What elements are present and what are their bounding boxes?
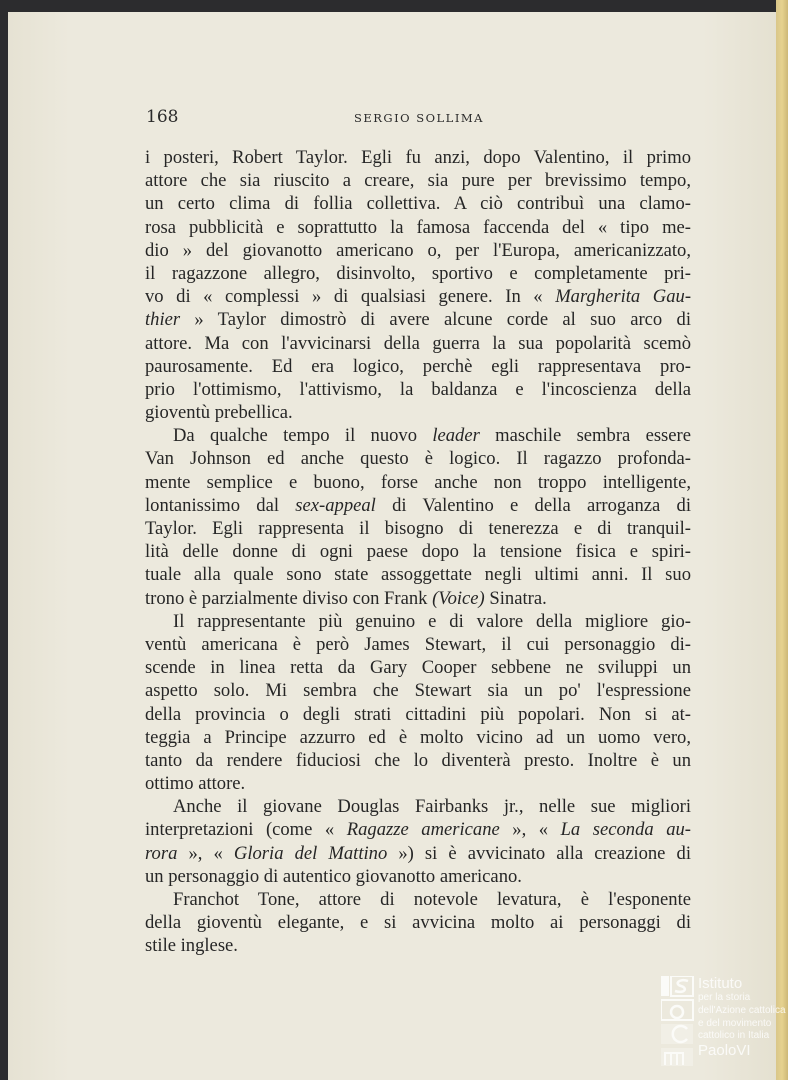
text-line: Anche il giovane Douglas Fairbanks jr., nelle sue migliori [173, 796, 691, 818]
page-number: 168 [146, 107, 179, 127]
book-spine-edge [776, 0, 788, 1080]
watermark-line: e del movimento [698, 1017, 772, 1029]
text-line: dio » del giovanotto americano o, per l'Europa, americanizzato, [145, 239, 691, 261]
film-title: La seconda au- [560, 819, 691, 841]
text-line: stile inglese. [145, 935, 238, 957]
text-line [145, 494, 691, 517]
body-text [145, 146, 691, 958]
text-line: Il rappresentante più genuino e di valore della migliore gio- [173, 610, 691, 632]
text-line: lità delle donne di ogni paese dopo la tensione fisica e spiri- [145, 541, 691, 563]
text-run: », « [177, 842, 234, 864]
text-line: gioventù prebellica. [145, 402, 293, 424]
italic-term: (Voice) [432, 587, 485, 609]
text-line: i posteri, Robert Taylor. Egli fu anzi, dopo Valentino, il primo [145, 147, 691, 168]
running-head-author: SERGIO SOLLIMA [354, 111, 484, 125]
text-run: maschile sembra essere [479, 425, 691, 447]
text-line: aspetto solo. Mi sembra che Stewart sia un po' l'espressione [145, 680, 691, 702]
text-run: lontanissimo dal [145, 494, 296, 516]
text-line: tuale alla quale sono state assoggettate negli ultimi anni. Il suo [145, 564, 691, 586]
text-line: un certo clima di follia collettiva. A ciò contribuì una clamo- [145, 193, 691, 215]
text-run: Sinatra. [484, 587, 547, 609]
isacem-logo-icon [661, 976, 695, 1066]
text-line: mente semplice e buono, forse anche non troppo intelligente, [145, 471, 691, 493]
watermark-line: dell'Azione cattolica [698, 1004, 786, 1016]
film-title: thier [145, 309, 181, 331]
text-line: teggia a Principe azzurro ed è molto vicino ad un uomo vero, [145, 726, 691, 748]
text-line [145, 285, 691, 308]
text-run: di Valentino e della arroganza di [375, 494, 691, 516]
watermark-line: per la storia [698, 992, 751, 1003]
watermark-line: Istituto [698, 975, 743, 992]
film-title: rora [145, 842, 178, 864]
text-line: della provincia o degli strati cittadini più popolari. Non si at- [145, 703, 691, 725]
text-run: Da qualche tempo il nuovo [173, 425, 433, 447]
institute-watermark [661, 975, 786, 1066]
text-run: » Taylor dimostrò di avere alcune corde al suo arco di [180, 309, 691, 331]
italic-term: sex-appeal [295, 494, 376, 516]
text-line: della gioventù elegante, e si avvicina molto ai personaggi di [145, 912, 691, 934]
text-line: paurosamente. Ed era logico, perchè egli rappresentava pro- [145, 355, 691, 377]
text-run: interpretazioni (come « [145, 819, 347, 841]
text-line: rosa pubblicità e soprattutto la famosa faccenda del « tipo me- [145, 216, 691, 238]
text-line: Taylor. Egli rappresenta il bisogno di tenerezza e di tranquil- [145, 518, 691, 539]
text-line: attore. Ma con l'avvicinarsi della guerra la sua popolarità scemò [145, 332, 691, 354]
watermark-text [698, 976, 786, 1059]
text-line [145, 308, 691, 331]
page-header [146, 107, 690, 133]
film-title: Gloria del Mattino [233, 842, 388, 864]
text-line [145, 818, 691, 841]
text-line: ventù americana è però James Stewart, il cui personaggio di- [145, 633, 691, 655]
text-line [145, 587, 691, 610]
film-title: Margherita Gau- [555, 286, 692, 308]
italic-term: leader [432, 425, 480, 447]
text-run: ») si è avvicinato alla creazione di [387, 842, 691, 864]
watermark-line: cattolico in Italia [698, 1030, 770, 1042]
text-line: il ragazzone allegro, disinvolto, sportivo e completamente pri- [145, 262, 691, 284]
film-title: Ragazze americane [346, 819, 500, 841]
text-line: ottimo attore. [145, 773, 246, 795]
watermark-line: PaoloVI [698, 1042, 751, 1060]
text-line: tanto da rendere fiduciosi che lo diventerà presto. Inoltre è un [145, 749, 691, 771]
text-line: Van Johnson ed anche questo è logico. Il ragazzo profonda- [145, 448, 691, 470]
text-run: trono è parzialmente diviso con Frank [145, 587, 433, 609]
text-line [145, 842, 691, 865]
text-line: un personaggio di autentico giovanotto americano. [145, 865, 522, 887]
text-line: prio l'ottimismo, l'attivismo, la baldanza e l'incoscienza della [145, 378, 691, 400]
text-line [145, 424, 691, 447]
text-line: Franchot Tone, attore di notevole levatura, è l'esponente [173, 889, 691, 910]
text-line: scende in linea retta da Gary Cooper sebbene ne sviluppi un [145, 657, 691, 679]
text-run: », « [499, 819, 561, 841]
text-line: attore che sia riuscito a creare, sia pure per brevissimo tempo, [145, 170, 691, 192]
text-run: vo di « complessi » di qualsiasi genere. In « [145, 286, 556, 308]
